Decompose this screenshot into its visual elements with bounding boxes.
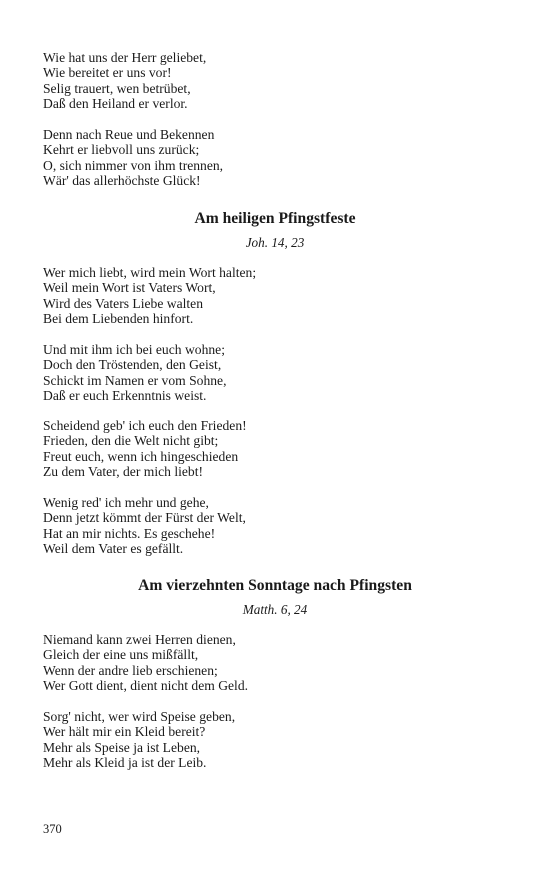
poem-continuation-stanza-2 — [43, 127, 503, 189]
poem-continuation — [43, 50, 503, 112]
section-title: Am heiligen Pfingstfeste — [194, 210, 356, 227]
verse-line: Wie hat uns der Herr geliebet, — [43, 50, 207, 65]
stanza — [43, 632, 503, 694]
verse-line: O, sich nimmer von ihm trennen, — [43, 157, 224, 173]
verse-line: Zu dem Vater, der mich liebt! — [43, 464, 204, 480]
verse-line: Denn jetzt kömmt der Fürst der Welt, — [43, 510, 246, 526]
verse-line: Wenn der andre lieb erschienen; — [43, 662, 218, 678]
scripture-reference: Joh. 14, 23 — [245, 235, 305, 250]
stanza — [43, 265, 503, 327]
verse-line: Schickt im Namen er vom Sohne, — [43, 372, 227, 388]
verse-line: Doch den Tröstenden, den Geist, — [43, 357, 222, 373]
stanza — [43, 342, 503, 404]
verse-line: Wer mich liebt, wird mein Wort halten; — [43, 265, 257, 280]
verse-line: Wer hält mir ein Kleid bereit? — [43, 724, 206, 740]
verse-line: Mehr als Speise ja ist Leben, — [43, 739, 201, 755]
verse-line: Sorg' nicht, wer wird Speise geben, — [43, 709, 236, 724]
stanza — [43, 495, 503, 557]
stanza — [43, 418, 503, 480]
verse-line: Selig trauert, wen betrübet, — [43, 80, 191, 96]
verse-line: Wird des Vaters Liebe walten — [43, 295, 204, 311]
verse-line: Weil dem Vater es gefällt. — [43, 541, 184, 557]
section-title: Am vierzehnten Sonntage nach Pfingsten — [138, 577, 412, 594]
verse-line: Und mit ihm ich bei euch wohne; — [43, 342, 225, 357]
verse-line: Wie bereitet er uns vor! — [43, 65, 172, 81]
verse-line: Bei dem Liebenden hinfort. — [43, 311, 194, 327]
verse-line: Daß den Heiland er verlor. — [43, 96, 188, 112]
verse-line: Frieden, den die Welt nicht gibt; — [43, 433, 219, 449]
verse-line: Daß er euch Erkenntnis weist. — [43, 388, 207, 404]
verse-line: Kehrt er liebvoll uns zurück; — [43, 142, 200, 158]
verse-line: Hat an mir nichts. Es geschehe! — [43, 525, 216, 541]
verse-line: Wär' das allerhöchste Glück! — [43, 173, 201, 189]
page-number: 370 — [43, 822, 62, 836]
verse-line: Gleich der eine uns mißfällt, — [43, 647, 199, 663]
verse-line: Niemand kann zwei Herren dienen, — [43, 632, 236, 647]
verse-line: Wenig red' ich mehr und gehe, — [43, 495, 209, 510]
verse-line: Mehr als Kleid ja ist der Leib. — [43, 755, 207, 771]
stanza — [43, 127, 503, 189]
stanza — [43, 709, 503, 771]
scripture-reference: Matth. 6, 24 — [242, 602, 308, 617]
verse-line: Freut euch, wenn ich hingeschieden — [43, 448, 239, 464]
verse-line: Denn nach Reue und Bekennen — [43, 127, 215, 142]
verse-line: Scheidend geb' ich euch den Frieden! — [43, 418, 247, 433]
stanza — [43, 50, 503, 112]
verse-line: Weil mein Wort ist Vaters Wort, — [43, 280, 216, 296]
verse-line: Wer Gott dient, dient nicht dem Geld. — [43, 678, 249, 694]
